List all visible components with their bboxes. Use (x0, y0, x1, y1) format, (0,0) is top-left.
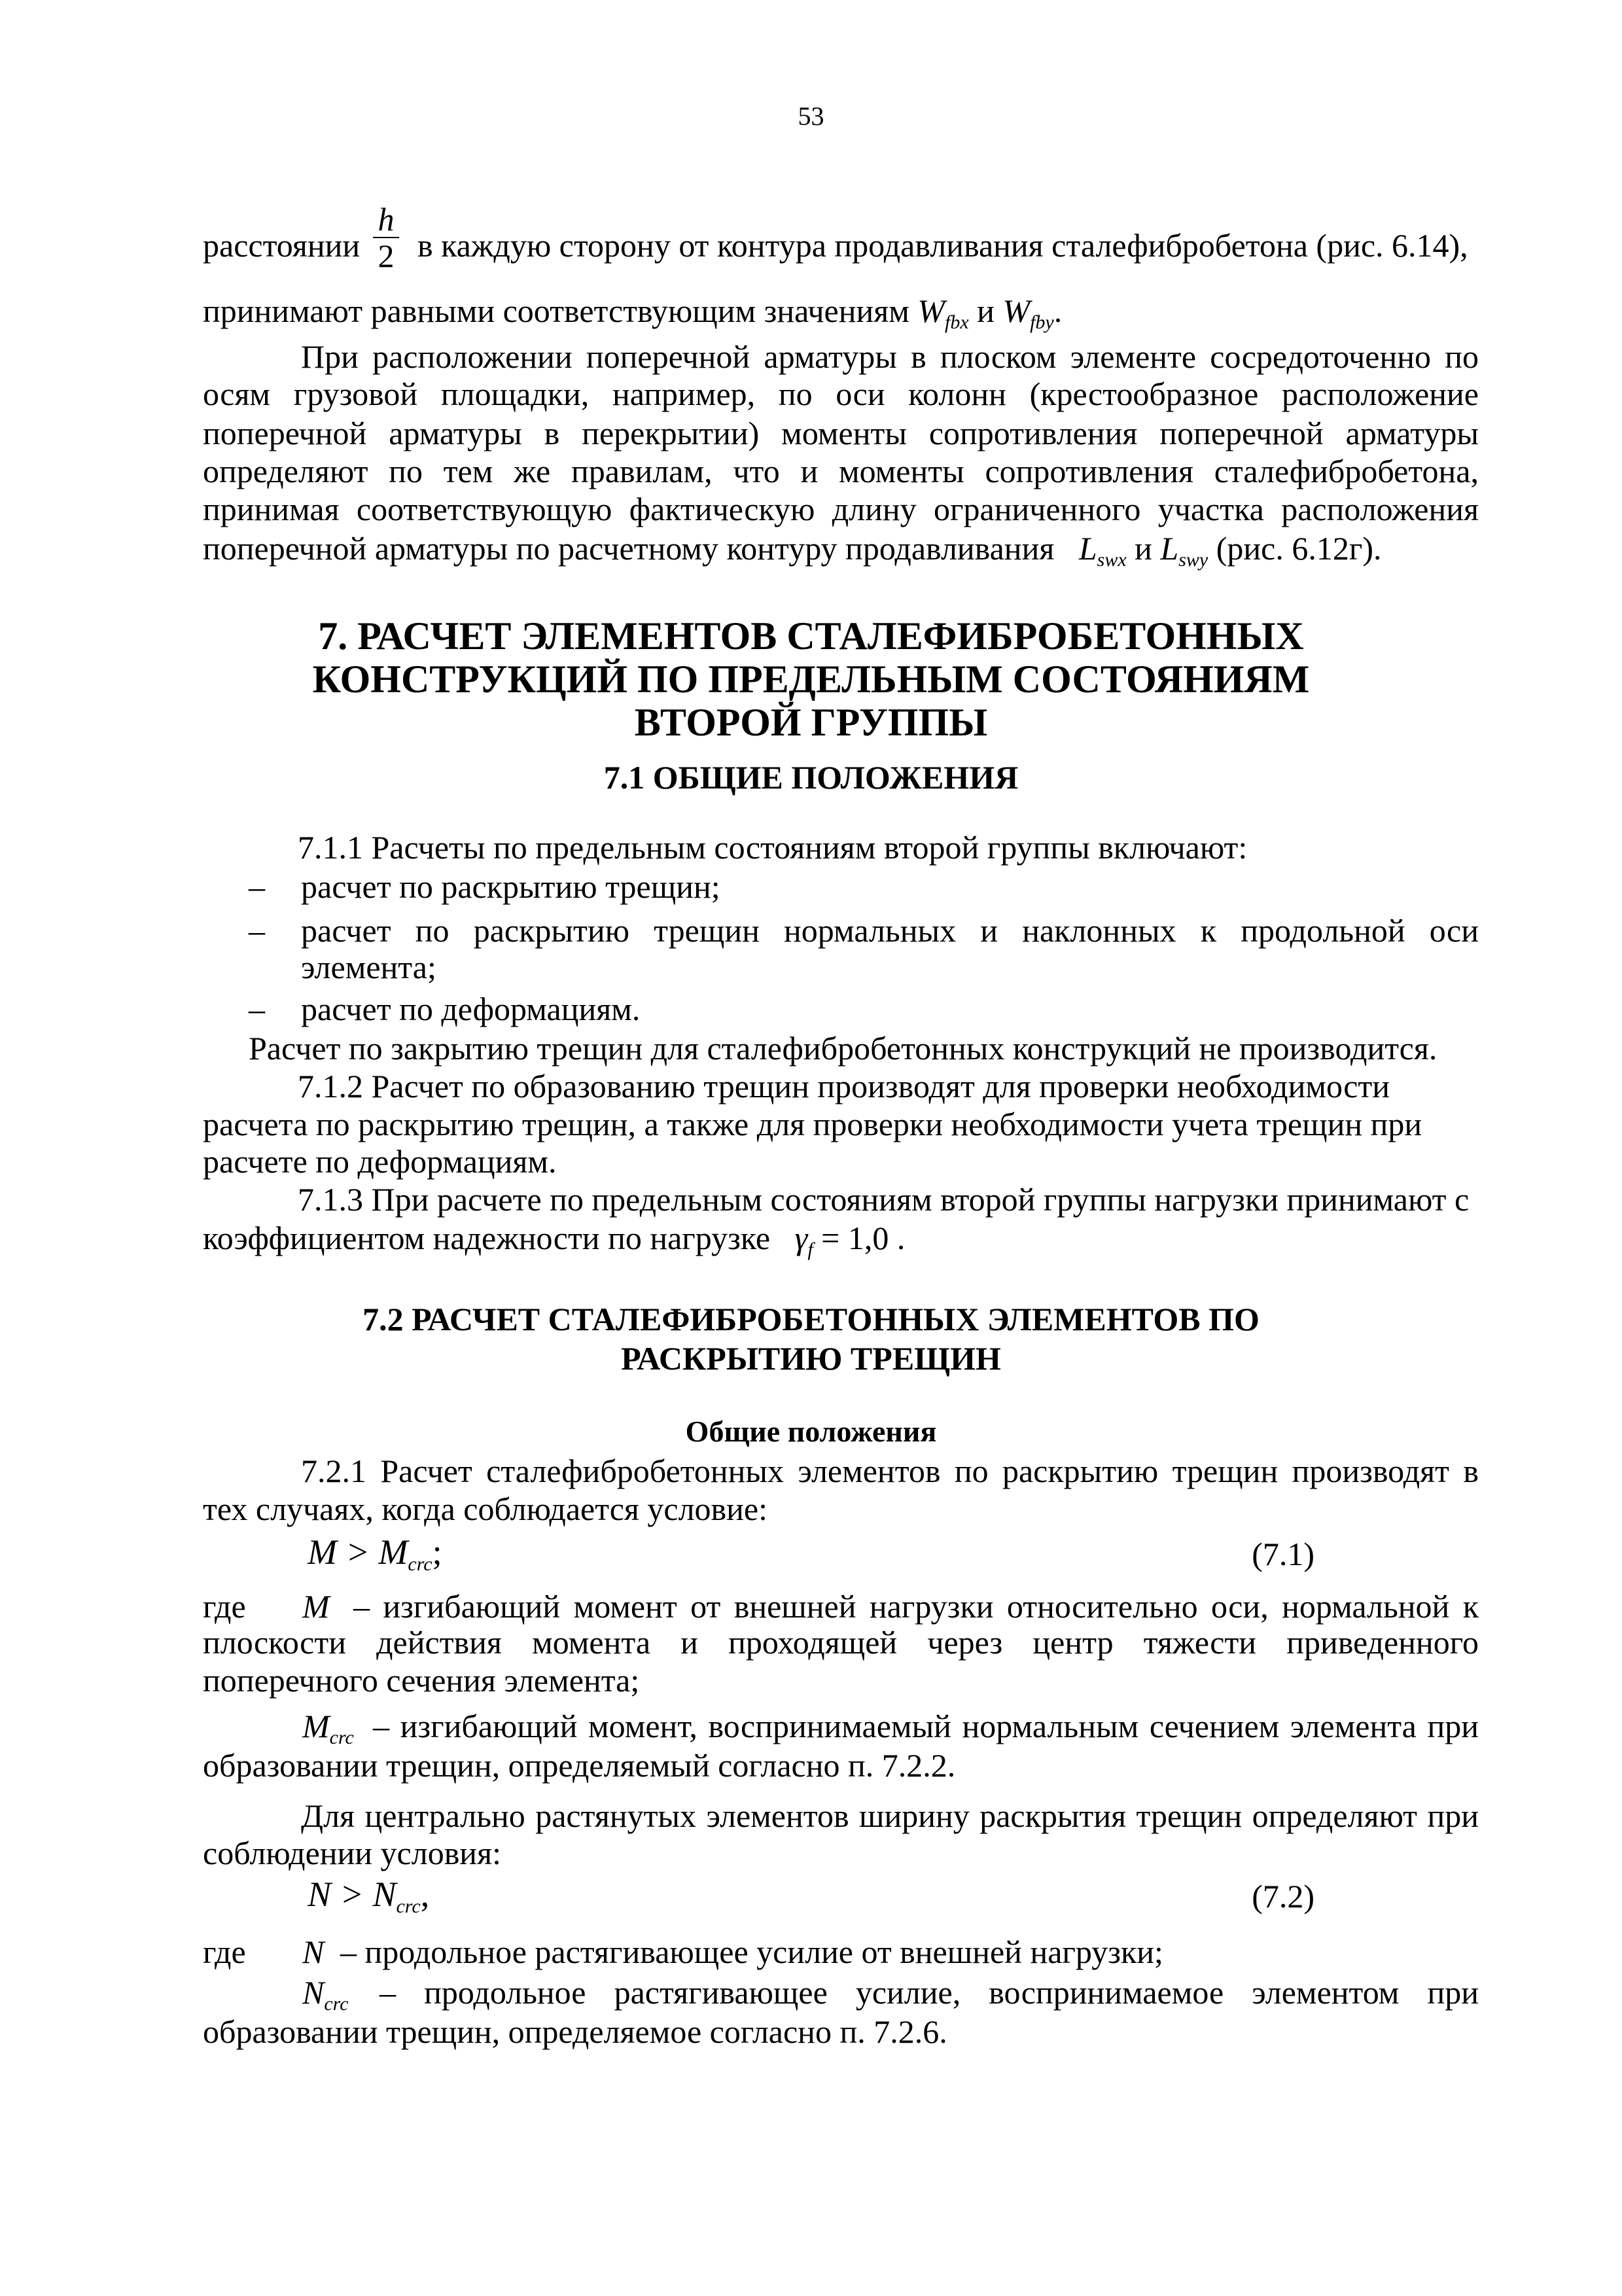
equation-7-2-lhs: N > N (308, 1875, 397, 1914)
para-reinf-line-5: принимая соответствующую фактическую длину ограниченного участка расположения (203, 491, 1479, 527)
section-7-2-title-line-2: РАСКРЫТИЮ ТРЕЩИН (621, 1340, 1001, 1377)
s721-line-2: тех случаях, когда соблюдается условие: (203, 1491, 767, 1527)
intro-text-a: расстоянии (203, 227, 361, 264)
s711-note: Расчет по закрытию трещин для сталефибробетонных конструкций не производится. (249, 1030, 1437, 1067)
intro-line-1-b (417, 226, 1468, 265)
para-reinf-line-6 (203, 529, 1382, 571)
section-7-1-title: 7.1 ОБЩИЕ ПОЛОЖЕНИЯ (603, 759, 1019, 796)
list-dash-3: – (249, 991, 265, 1027)
section-7-title-line-2: КОНСТРУКЦИЙ ПО ПРЕДЕЛЬНЫМ СОСТОЯНИЯМ (312, 658, 1310, 701)
s712-line-2: расчета по раскрытию трещин, а также для проверки необходимости учета трещин при (203, 1106, 1422, 1142)
equation-7-1-end: ; (432, 1532, 442, 1572)
symbol-mcrc-letter: M (302, 1708, 330, 1744)
symbol-n: N (302, 1934, 325, 1970)
para-reinf-line-1: При расположении поперечной арматуры в плоском элементе сосредоточенно по (301, 338, 1479, 375)
subscript-f: f (807, 1239, 813, 1260)
intro-text-b: в каждую сторону от контура продавливания сталефибробетона (рис. 6.14), (417, 227, 1468, 264)
figure-ref: (рис. 6.12г). (1216, 530, 1382, 567)
para-reinf-line-4: определяют по тем же правилам, что и моменты сопротивления сталефибробетона, (203, 453, 1479, 489)
s713-text: коэффициентом надежности по нагрузке (203, 1220, 771, 1256)
def-m-line-1: – изгибающий момент от внешней нагрузки относительно оси, нормальной к (353, 1588, 1479, 1625)
fraction-numerator: h (378, 201, 395, 238)
section-7-2-title-line-1: 7.2 РАСЧЕТ СТАЛЕФИБРОБЕТОННЫХ ЭЛЕМЕНТОВ ПО (362, 1301, 1260, 1337)
word-and: и (977, 292, 995, 329)
def-m-line-2: плоскости действия момента и проходящей через центр тяжести приведенного (203, 1624, 1479, 1661)
para-reinf-line-3: поперечной арматуры в перекрытии) моменты сопротивления поперечной арматуры (203, 415, 1479, 451)
symbol-mcrc (302, 1706, 354, 1746)
subscript-swx: swx (1097, 549, 1127, 571)
s721-line-1: 7.2.1 Расчет сталефибробетонных элементов по раскрытию трещин производят в (301, 1453, 1479, 1489)
period: . (1053, 292, 1063, 329)
subscript-crc-1: crc (408, 1553, 432, 1575)
s712-line-3: расчете по деформациям. (203, 1143, 557, 1180)
where-label-1: где (203, 1588, 246, 1625)
symbol-w-2: W (1002, 292, 1031, 329)
def-mcrc-line-2: образовании трещин, определяемый согласно п. 7.2.2. (203, 1747, 956, 1784)
fraction-h-over-2 (373, 203, 399, 272)
def-ncrc-line-2: образовании трещин, определяемое согласно п. 7.2.6. (203, 2013, 947, 2050)
symbol-l: L (1078, 530, 1097, 567)
symbol-w: W (917, 292, 945, 329)
symbol-ncrc (302, 1973, 349, 2015)
gamma-value: = 1,0 . (821, 1220, 906, 1256)
equation-7-1-lhs: M > M (308, 1532, 408, 1572)
subscript-swy: swy (1178, 549, 1208, 571)
symbol-gamma: γ (794, 1220, 808, 1256)
def-m-line-3: поперечного сечения элемента; (203, 1662, 640, 1699)
subscript-fby: fby (1030, 311, 1054, 333)
def-ncrc-line-1: – продольное растягивающее усилие, воспринимаемое элементом при (379, 1974, 1479, 2011)
s712-line-1: 7.1.2 Расчет по образованию трещин производят для проверки необходимости (298, 1068, 1390, 1104)
subscript-crc-4: crc (324, 1993, 349, 2015)
subscript-fbx: fbx (945, 311, 969, 333)
list-item-2-line-1: расчет по раскрытию трещин нормальных и наклонных к продольной оси (301, 912, 1479, 949)
equation-7-1-number: (7.1) (1252, 1536, 1314, 1572)
intro-line-2 (203, 291, 1063, 333)
section-7-title-line-1: 7. РАСЧЕТ ЭЛЕМЕНТОВ СТАЛЕФИБРОБЕТОННЫХ (318, 614, 1304, 658)
subscript-crc-3: crc (396, 1896, 421, 1917)
section-7-title-line-3: ВТОРОЙ ГРУППЫ (634, 701, 988, 744)
tension-line-1: Для центрально растянутых элементов ширину раскрытия трещин определяют при (301, 1797, 1479, 1834)
equation-7-2-end: , (420, 1875, 430, 1914)
where-label-2: где (203, 1934, 246, 1970)
intro-line-1 (203, 226, 360, 265)
list-item-1: расчет по раскрытию трещин; (301, 868, 720, 905)
word-and-2: и (1135, 530, 1152, 567)
tension-line-2: соблюдении условия: (203, 1835, 501, 1871)
para-reinf-line-2: осям грузовой площадки, например, по оси колонн (крестообразное расположение (203, 376, 1479, 412)
list-dash-2: – (249, 912, 265, 949)
equation-7-1 (308, 1532, 442, 1575)
def-mcrc-line-1: – изгибающий момент, воспринимаемый нормальным сечением элемента при (373, 1708, 1479, 1744)
equation-7-2-number: (7.2) (1252, 1878, 1314, 1915)
list-item-3: расчет по деформациям. (301, 991, 641, 1027)
general-provisions-subtitle: Общие положения (685, 1415, 937, 1448)
intro-text-c: принимают равными соответствующим значениям (203, 292, 909, 329)
list-item-2-line-2: элемента; (301, 949, 436, 985)
def-n: – продольное растягивающее усилие от внешней нагрузки; (340, 1934, 1163, 1970)
symbol-m: M (302, 1588, 330, 1625)
para-reinf-text: поперечной арматуры по расчетному контуру продавливания (203, 530, 1055, 567)
s713-line-1: 7.1.3 При расчете по предельным состояниям второй группы нагрузки принимают с (298, 1181, 1470, 1218)
subscript-crc-2: crc (329, 1727, 354, 1748)
symbol-ncrc-letter: N (302, 1974, 325, 2011)
symbol-l-2: L (1160, 530, 1179, 567)
fraction-denominator: 2 (378, 238, 395, 274)
s711-intro: 7.1.1 Расчеты по предельным состояниям второй группы включают: (298, 829, 1248, 866)
list-dash-1: – (249, 868, 265, 905)
page-number: 53 (798, 101, 824, 131)
equation-7-2 (308, 1875, 430, 1917)
s713-line-2 (203, 1218, 905, 1258)
